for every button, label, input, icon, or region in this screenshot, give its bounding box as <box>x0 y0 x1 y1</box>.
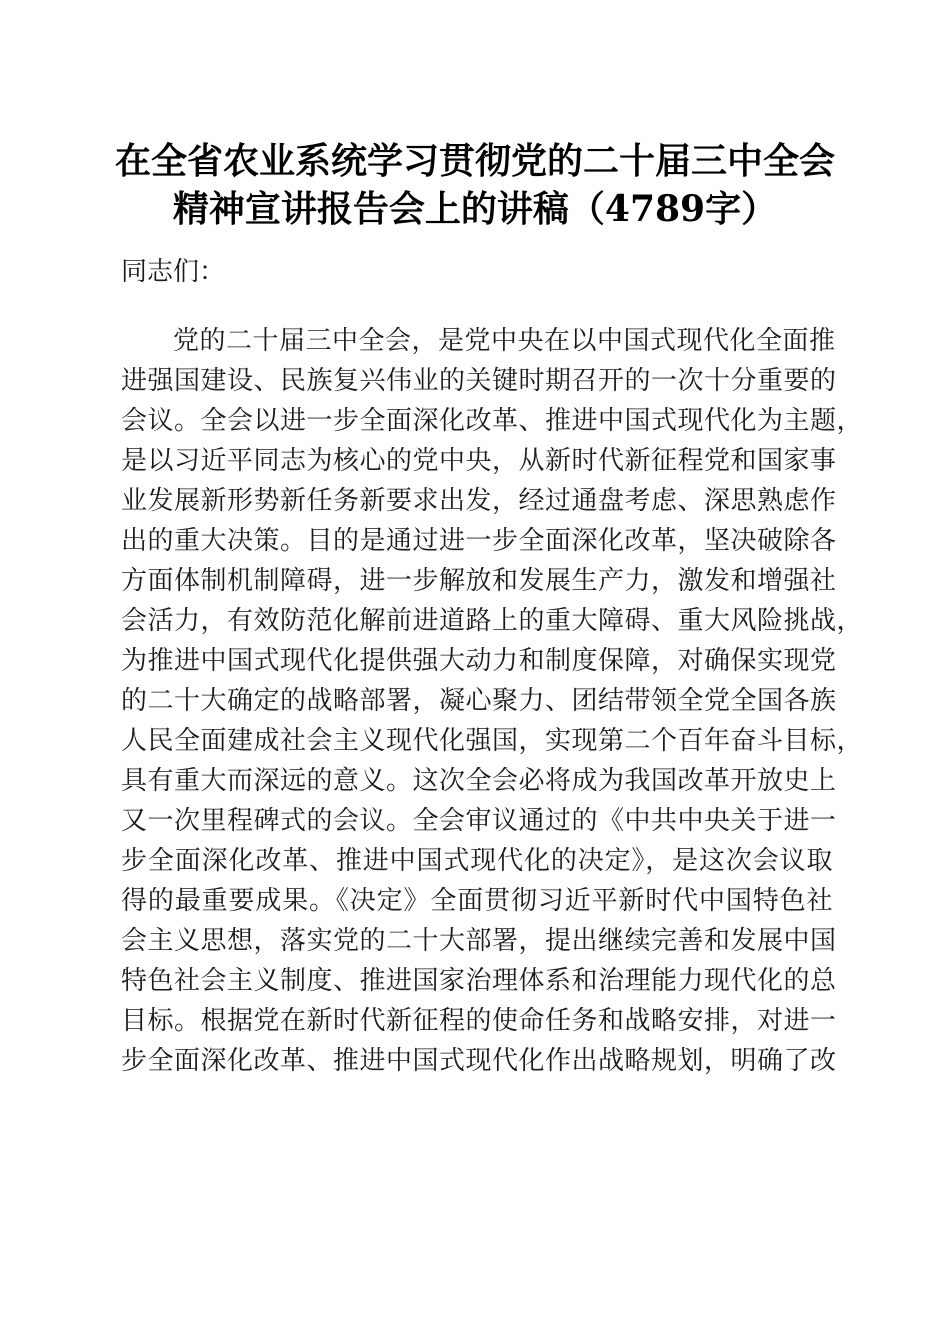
body-paragraph <box>121 321 864 1081</box>
document-title-line-1: 在全省农业系统学习贯彻党的二十届三中全会 <box>114 140 835 182</box>
paragraph-line: 特色社会主义制度、推进国家治理体系和治理能力现代化的总 <box>121 966 837 996</box>
salutation: 同志们： <box>121 257 226 287</box>
paragraph-line: 会主义思想，落实党的二十大部署，提出继续完善和发展中国 <box>121 926 837 956</box>
paragraph-line: 党的二十届三中全会，是党中央在以中国式现代化全面推 <box>173 326 836 356</box>
paragraph-line: 又一次里程碑式的会议。全会审议通过的《中共中央关于进一 <box>121 806 837 836</box>
paragraph-line: 为推进中国式现代化提供强大动力和制度保障，对确保实现党 <box>121 646 837 676</box>
paragraph-line: 的二十大确定的战略部署，凝心聚力、团结带领全党全国各族 <box>121 686 837 716</box>
paragraph-line: 方面体制机制障碍，进一步解放和发展生产力，激发和增强社 <box>121 566 837 596</box>
paragraph-line: 出的重大决策。目的是通过进一步全面深化改革，坚决破除各 <box>121 526 837 556</box>
paragraph-line: 进强国建设、民族复兴伟业的关键时期召开的一次十分重要的 <box>121 366 837 396</box>
paragraph-line: 业发展新形势新任务新要求出发，经过通盘考虑、深思熟虑作 <box>121 486 837 516</box>
paragraph-line: 具有重大而深远的意义。这次全会必将成为我国改革开放史上 <box>121 766 837 796</box>
paragraph-line: 是以习近平同志为核心的党中央，从新时代新征程党和国家事 <box>121 446 837 476</box>
document-title-line-2: 精神宣讲报告会上的讲稿（4789字） <box>172 188 778 230</box>
paragraph-line: 得的最重要成果。《决定》全面贯彻习近平新时代中国特色社 <box>121 886 833 916</box>
paragraph-line: 步全面深化改革、推进中国式现代化作出战略规划，明确了改 <box>121 1046 837 1076</box>
paragraph-line: 会议。全会以进一步全面深化改革、推进中国式现代化为主题， <box>121 406 864 436</box>
paragraph-line: 人民全面建成社会主义现代化强国，实现第二个百年奋斗目标， <box>121 726 864 756</box>
paragraph-line: 会活力，有效防范化解前进道路上的重大障碍、重大风险挑战， <box>121 606 864 636</box>
paragraph-line: 目标。根据党在新时代新征程的使命任务和战略安排，对进一 <box>121 1006 837 1036</box>
paragraph-line: 步全面深化改革、推进中国式现代化的决定》，是这次会议取 <box>121 846 833 876</box>
